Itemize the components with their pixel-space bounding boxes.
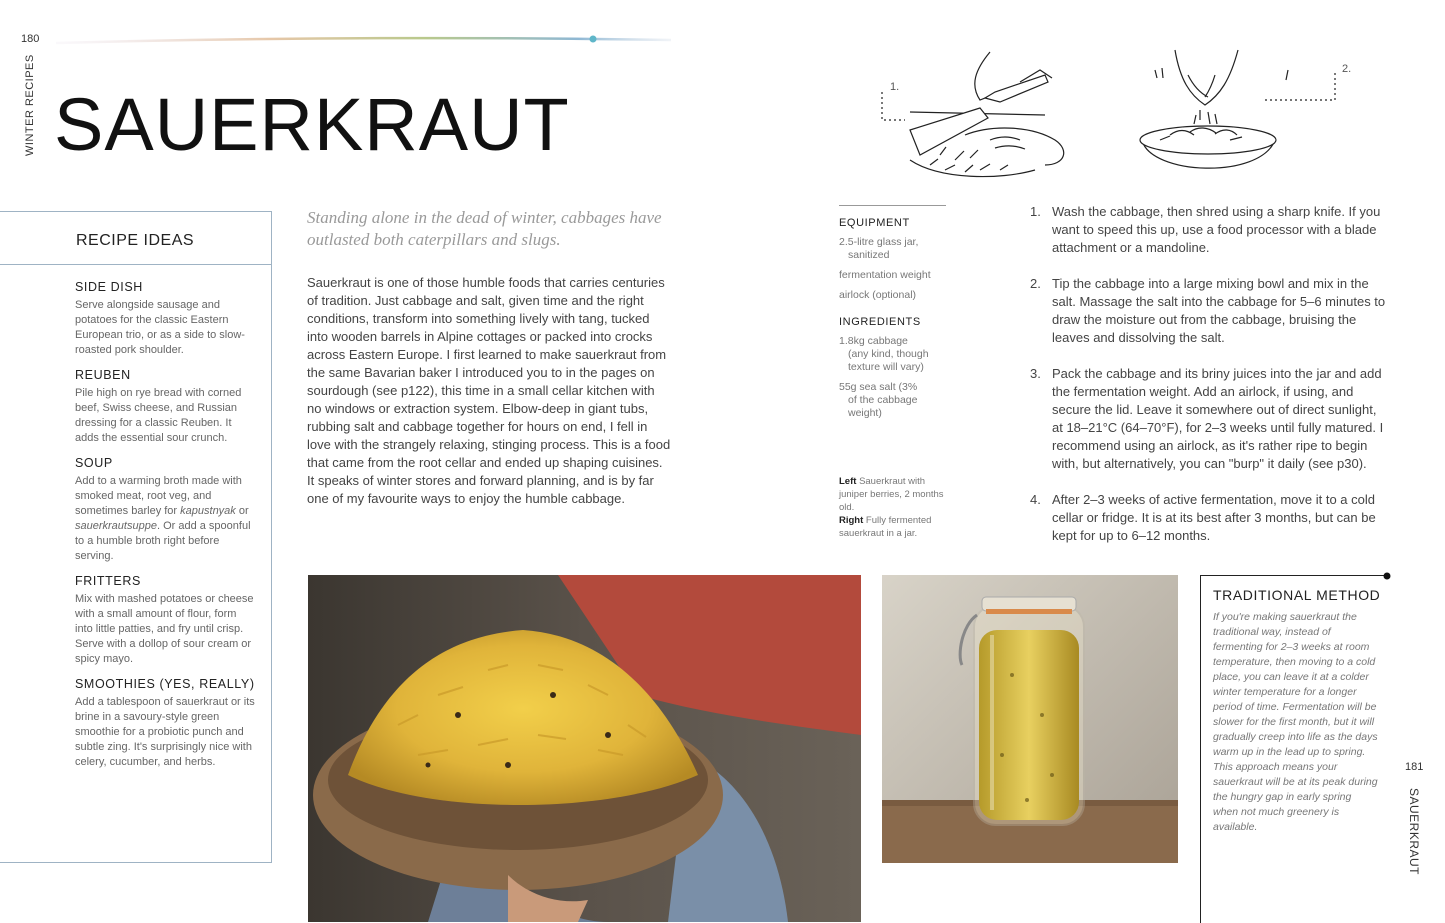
- step-number: 1.: [1030, 204, 1041, 219]
- left-page-number: 180: [21, 33, 40, 45]
- idea-text: Serve alongside sausage and potatoes for the classic Eastern European trio, or as a side to slow-roasted pork shoulder.: [75, 299, 245, 356]
- idea-text-italic: kapustnyak: [180, 505, 236, 517]
- method-step: [1030, 491, 1390, 545]
- illustration-label-1: 1.: [890, 81, 900, 93]
- idea-title: SOUP: [75, 456, 113, 470]
- traditional-method-heading: TRADITIONAL METHOD: [1213, 587, 1381, 603]
- accent-dot: [590, 36, 597, 43]
- equipment-rule: [839, 205, 946, 206]
- idea-title: REUBEN: [75, 368, 131, 382]
- caption-right-text: Fully fermented sauerkraut in a jar.: [839, 515, 932, 539]
- idea-text-part: . Or add a spoonful to a humble broth right before serving.: [75, 520, 251, 562]
- chopping-illustration: [882, 52, 1064, 177]
- left-running-head: WINTER RECIPES: [24, 54, 36, 156]
- ingredient-line: weight): [848, 407, 882, 419]
- ingredient-line: of the cabbage: [848, 394, 918, 406]
- step-text: Tip the cabbage into a large mixing bowl and mix in the salt. Massage the salt into the cabbage for 5–6 minutes to draw the moisture out from the cabbage, bruising the leaves and dissolving the salt.: [1052, 276, 1386, 345]
- ingredient-line: (any kind, though: [848, 348, 929, 360]
- photo-caption: [839, 475, 949, 540]
- decorative-rule: [56, 33, 676, 47]
- method-steps: [1030, 203, 1390, 563]
- step-text: Pack the cabbage and its briny juices into the jar and add the fermentation weight. Add an airlock, if using, and secure the lid. Leave it somewhere out of direct sunlight, at 18–21°C (64–70°F), for 2–3 weeks until fully matured. I recommend using an airlock, as it's rather ripe to begin with, but alternatively, you can "burp" it daily (see p30).: [1052, 366, 1384, 471]
- ingredient-line: 1.8kg cabbage: [839, 335, 908, 347]
- bowl-illustration: [1140, 50, 1335, 168]
- step-number: 3.: [1030, 366, 1041, 381]
- recipe-title: SAUERKRAUT: [54, 83, 570, 166]
- ingredient-line: texture will vary): [848, 361, 924, 373]
- intro-body: Sauerkraut is one of those humble foods that carries centuries of tradition. Just cabbage and salt, given time and the right conditions, transform into something lively with tang, tucked into wooden barrels in Alpine cottages or packed into crocks across Eastern Europe. I first learned to make sauerkraut from the same Bavarian baker I introduced you to in the pages on sourdough (see p122), this time in a small cellar kitchen with no windows or extraction system. Elbow-deep in giant tubs, rubbing salt and cabbage together for hours on end, I fell in love with the strangely relaxing, stinging process. This is a food that came from the root cellar and ended up shaping cuisines. It speaks of winter stores and forward planning, and is by far one of my favourite ways to enjoy the humble cabbage.: [307, 275, 671, 506]
- equipment-heading: EQUIPMENT: [839, 217, 910, 229]
- recipe-ideas-list: [75, 280, 257, 780]
- idea-reuben: [75, 368, 257, 446]
- idea-text-italic: sauerkrautsuppe: [75, 520, 157, 532]
- step-text: After 2–3 weeks of active fermentation, move it to a cold cellar or fridge. It is at its best after 3 months, but can be kept for up to 6–12 months.: [1052, 492, 1376, 543]
- step-number: 2.: [1030, 276, 1041, 291]
- sauerkraut-bowl-photo: [308, 575, 861, 922]
- method-illustrations: [870, 30, 1390, 200]
- idea-side-dish: [75, 280, 257, 358]
- idea-smoothies: [75, 677, 257, 770]
- caption-left-text: Sauerkraut with juniper berries, 2 months old.: [839, 476, 944, 513]
- caption-left-label: Left: [839, 476, 857, 487]
- idea-text: Add a tablespoon of sauerkraut or its brine in a savoury-style green smoothie for a probiotic punch and subtle zing. It's surprisingly nice with celery, cucumber, and herbs.: [75, 696, 255, 768]
- intro-tagline: Standing alone in the dead of winter, cabbages have outlasted both caterpillars and slugs.: [307, 208, 662, 249]
- equipment-item-line: 2.5-litre glass jar,: [839, 236, 919, 248]
- right-running-head: SAUERKRAUT: [1407, 788, 1421, 876]
- idea-title: SIDE DISH: [75, 280, 143, 294]
- idea-title: SMOOTHIES (YES, REALLY): [75, 677, 255, 691]
- caption-right-label: Right: [839, 515, 864, 526]
- equipment-item: [839, 236, 951, 262]
- equipment-item: fermentation weight: [839, 269, 931, 281]
- sauerkraut-jar-photo: [882, 575, 1178, 863]
- idea-soup: [75, 456, 257, 564]
- recipe-ideas-heading: RECIPE IDEAS: [76, 232, 195, 249]
- idea-text-part: Add to a warming broth made with smoked meat, root veg, and sometimes barley for: [75, 475, 242, 517]
- recipe-ideas-box: [0, 211, 272, 863]
- traditional-method-text: If you're making sauerkraut the traditional way, instead of fermenting for 2–3 weeks at room temperature, then moving to a cold place, you can leave it at a colder winter temperature for a longer period of time. Fermentation will be slower for the first month, but it will gradually creep into life as the days warm up in the lead up to spring. This approach means your sauerkraut will be at its peak during the hungry gap in early spring when not much greenery is available.: [1213, 611, 1378, 833]
- ingredient-item: [839, 335, 951, 374]
- method-step: [1030, 365, 1390, 473]
- idea-text: Pile high on rye bread with corned beef, Swiss cheese, and Russian dressing for a classic Reuben. It adds the essential sour crunch.: [75, 387, 242, 444]
- step-number: 4.: [1030, 492, 1041, 507]
- recipe-ideas-header: [0, 212, 271, 265]
- illustration-label-2: 2.: [1342, 63, 1352, 75]
- idea-fritters: [75, 574, 257, 667]
- equipment-item: airlock (optional): [839, 289, 917, 301]
- right-page-number: 181: [1405, 761, 1424, 773]
- idea-text: [75, 474, 257, 564]
- step-text: Wash the cabbage, then shred using a sharp knife. If you want to speed this up, use a food processor with a blade attachment or a mandoline.: [1052, 204, 1381, 255]
- idea-text: Mix with mashed potatoes or cheese with a small amount of flour, form into little patties, and fry until crisp. Serve with a dollop of sour cream or spicy mayo.: [75, 593, 254, 665]
- equipment-section: [839, 217, 951, 420]
- ingredient-line: 55g sea salt (3%: [839, 381, 918, 393]
- corner-dot: [1381, 570, 1393, 582]
- ingredients-heading: INGREDIENTS: [839, 316, 921, 328]
- ingredient-item: [839, 381, 951, 420]
- idea-title: FRITTERS: [75, 574, 141, 588]
- method-step: [1030, 203, 1390, 257]
- method-step: [1030, 275, 1390, 347]
- equipment-item-line: sanitized: [848, 249, 890, 261]
- idea-text-part: or: [235, 505, 249, 517]
